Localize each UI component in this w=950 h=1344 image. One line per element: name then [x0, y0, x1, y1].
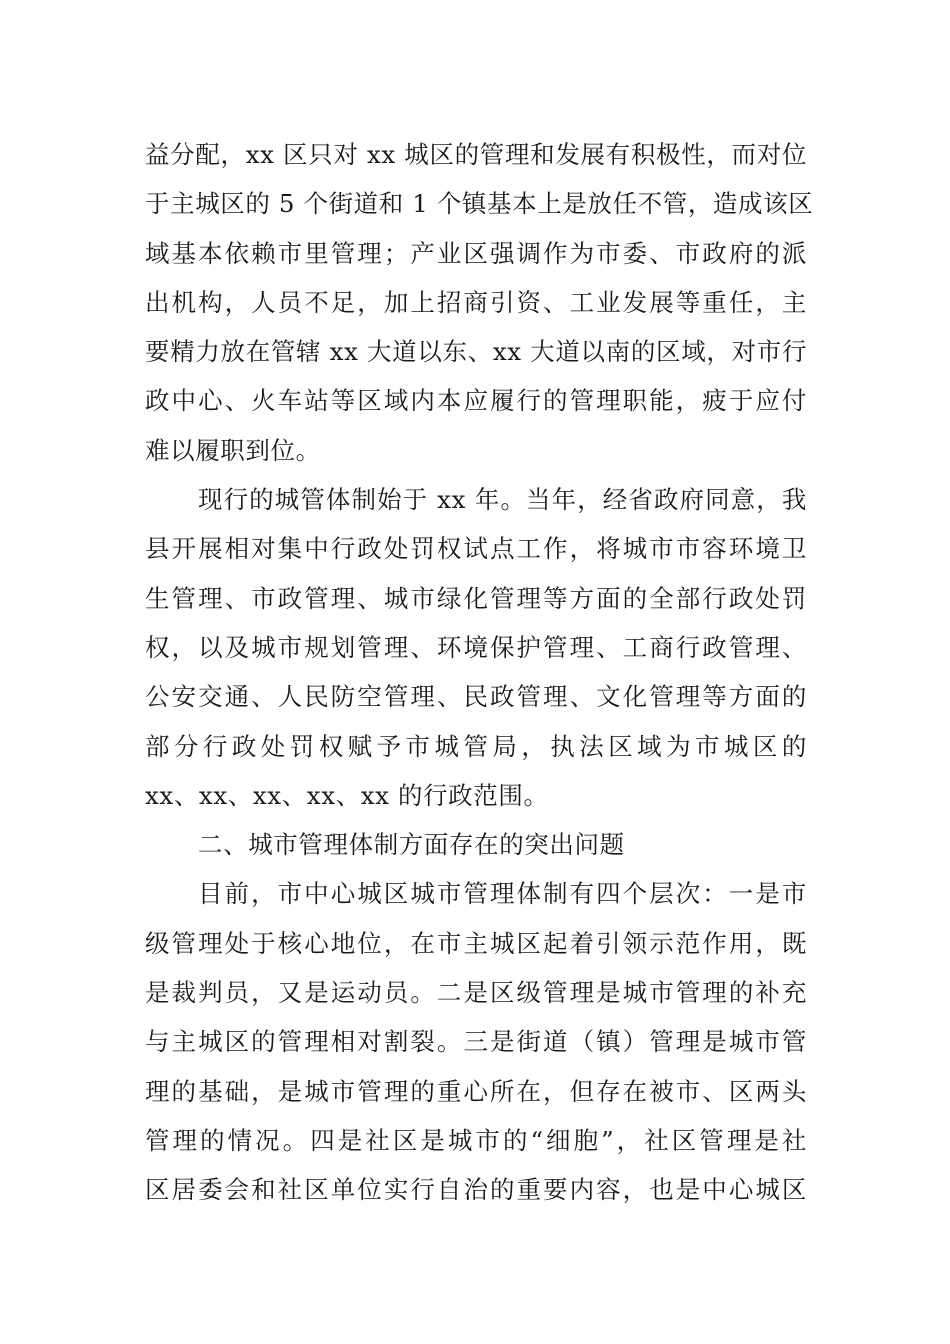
- text-line: 益分配，xx 区只对 xx 城区的管理和发展有积极性，而对位: [145, 140, 807, 169]
- text-line: 管理的情况。四是社区是城市的“细胞”，社区管理是社: [145, 1125, 807, 1155]
- text-line: 现行的城管体制始于 xx 年。当年，经省政府同意，我: [198, 485, 807, 515]
- text-line: 理的基础，是城市管理的重心所在，但存在被市、区两头: [145, 1076, 807, 1106]
- text-line: 是裁判员，又是运动员。二是区级管理是城市管理的补充: [145, 978, 807, 1008]
- text-line: xx、xx、xx、xx、xx 的行政范围。: [145, 780, 549, 810]
- text-line: 政中心、火车站等区域内本应履行的管理职能，疲于应付: [145, 386, 807, 416]
- text-line: 域基本依赖市里管理；产业区强调作为市委、市政府的派: [145, 238, 807, 268]
- section-heading: 二、城市管理体制方面存在的突出问题: [198, 830, 625, 860]
- text-line: 与主城区的管理相对割裂。三是街道（镇）管理是城市管: [145, 1027, 807, 1057]
- text-line: 难以履职到位。: [145, 435, 321, 465]
- text-line: 生管理、市政管理、城市绿化管理等方面的全部行政处罚: [145, 583, 807, 613]
- text-line: 级管理处于核心地位，在市主城区起着引领示范作用，既: [145, 928, 807, 958]
- text-line: 出机构，人员不足，加上招商引资、工业发展等重任，主: [145, 287, 807, 317]
- text-line: 要精力放在管辖 xx 大道以东、xx 大道以南的区域，对市行: [145, 337, 807, 367]
- text-line: 公安交通、人民防空管理、民政管理、文化管理等方面的: [145, 682, 807, 712]
- text-line: 县开展相对集中行政处罚权试点工作，将城市市容环境卫: [145, 534, 807, 564]
- document-body: [145, 130, 814, 1215]
- text-line: 于主城区的 5 个街道和 1 个镇基本上是放任不管，造成该区: [145, 189, 814, 219]
- text-line: 目前，市中心城区城市管理体制有四个层次：一是市: [198, 879, 807, 909]
- text-line: 部分行政处罚权赋予市城管局，执法区域为市城区的: [145, 731, 807, 761]
- text-line: 区居委会和社区单位实行自治的重要内容，也是中心城区: [145, 1175, 807, 1205]
- text-line: 权，以及城市规划管理、环境保护管理、工商行政管理、: [145, 632, 807, 662]
